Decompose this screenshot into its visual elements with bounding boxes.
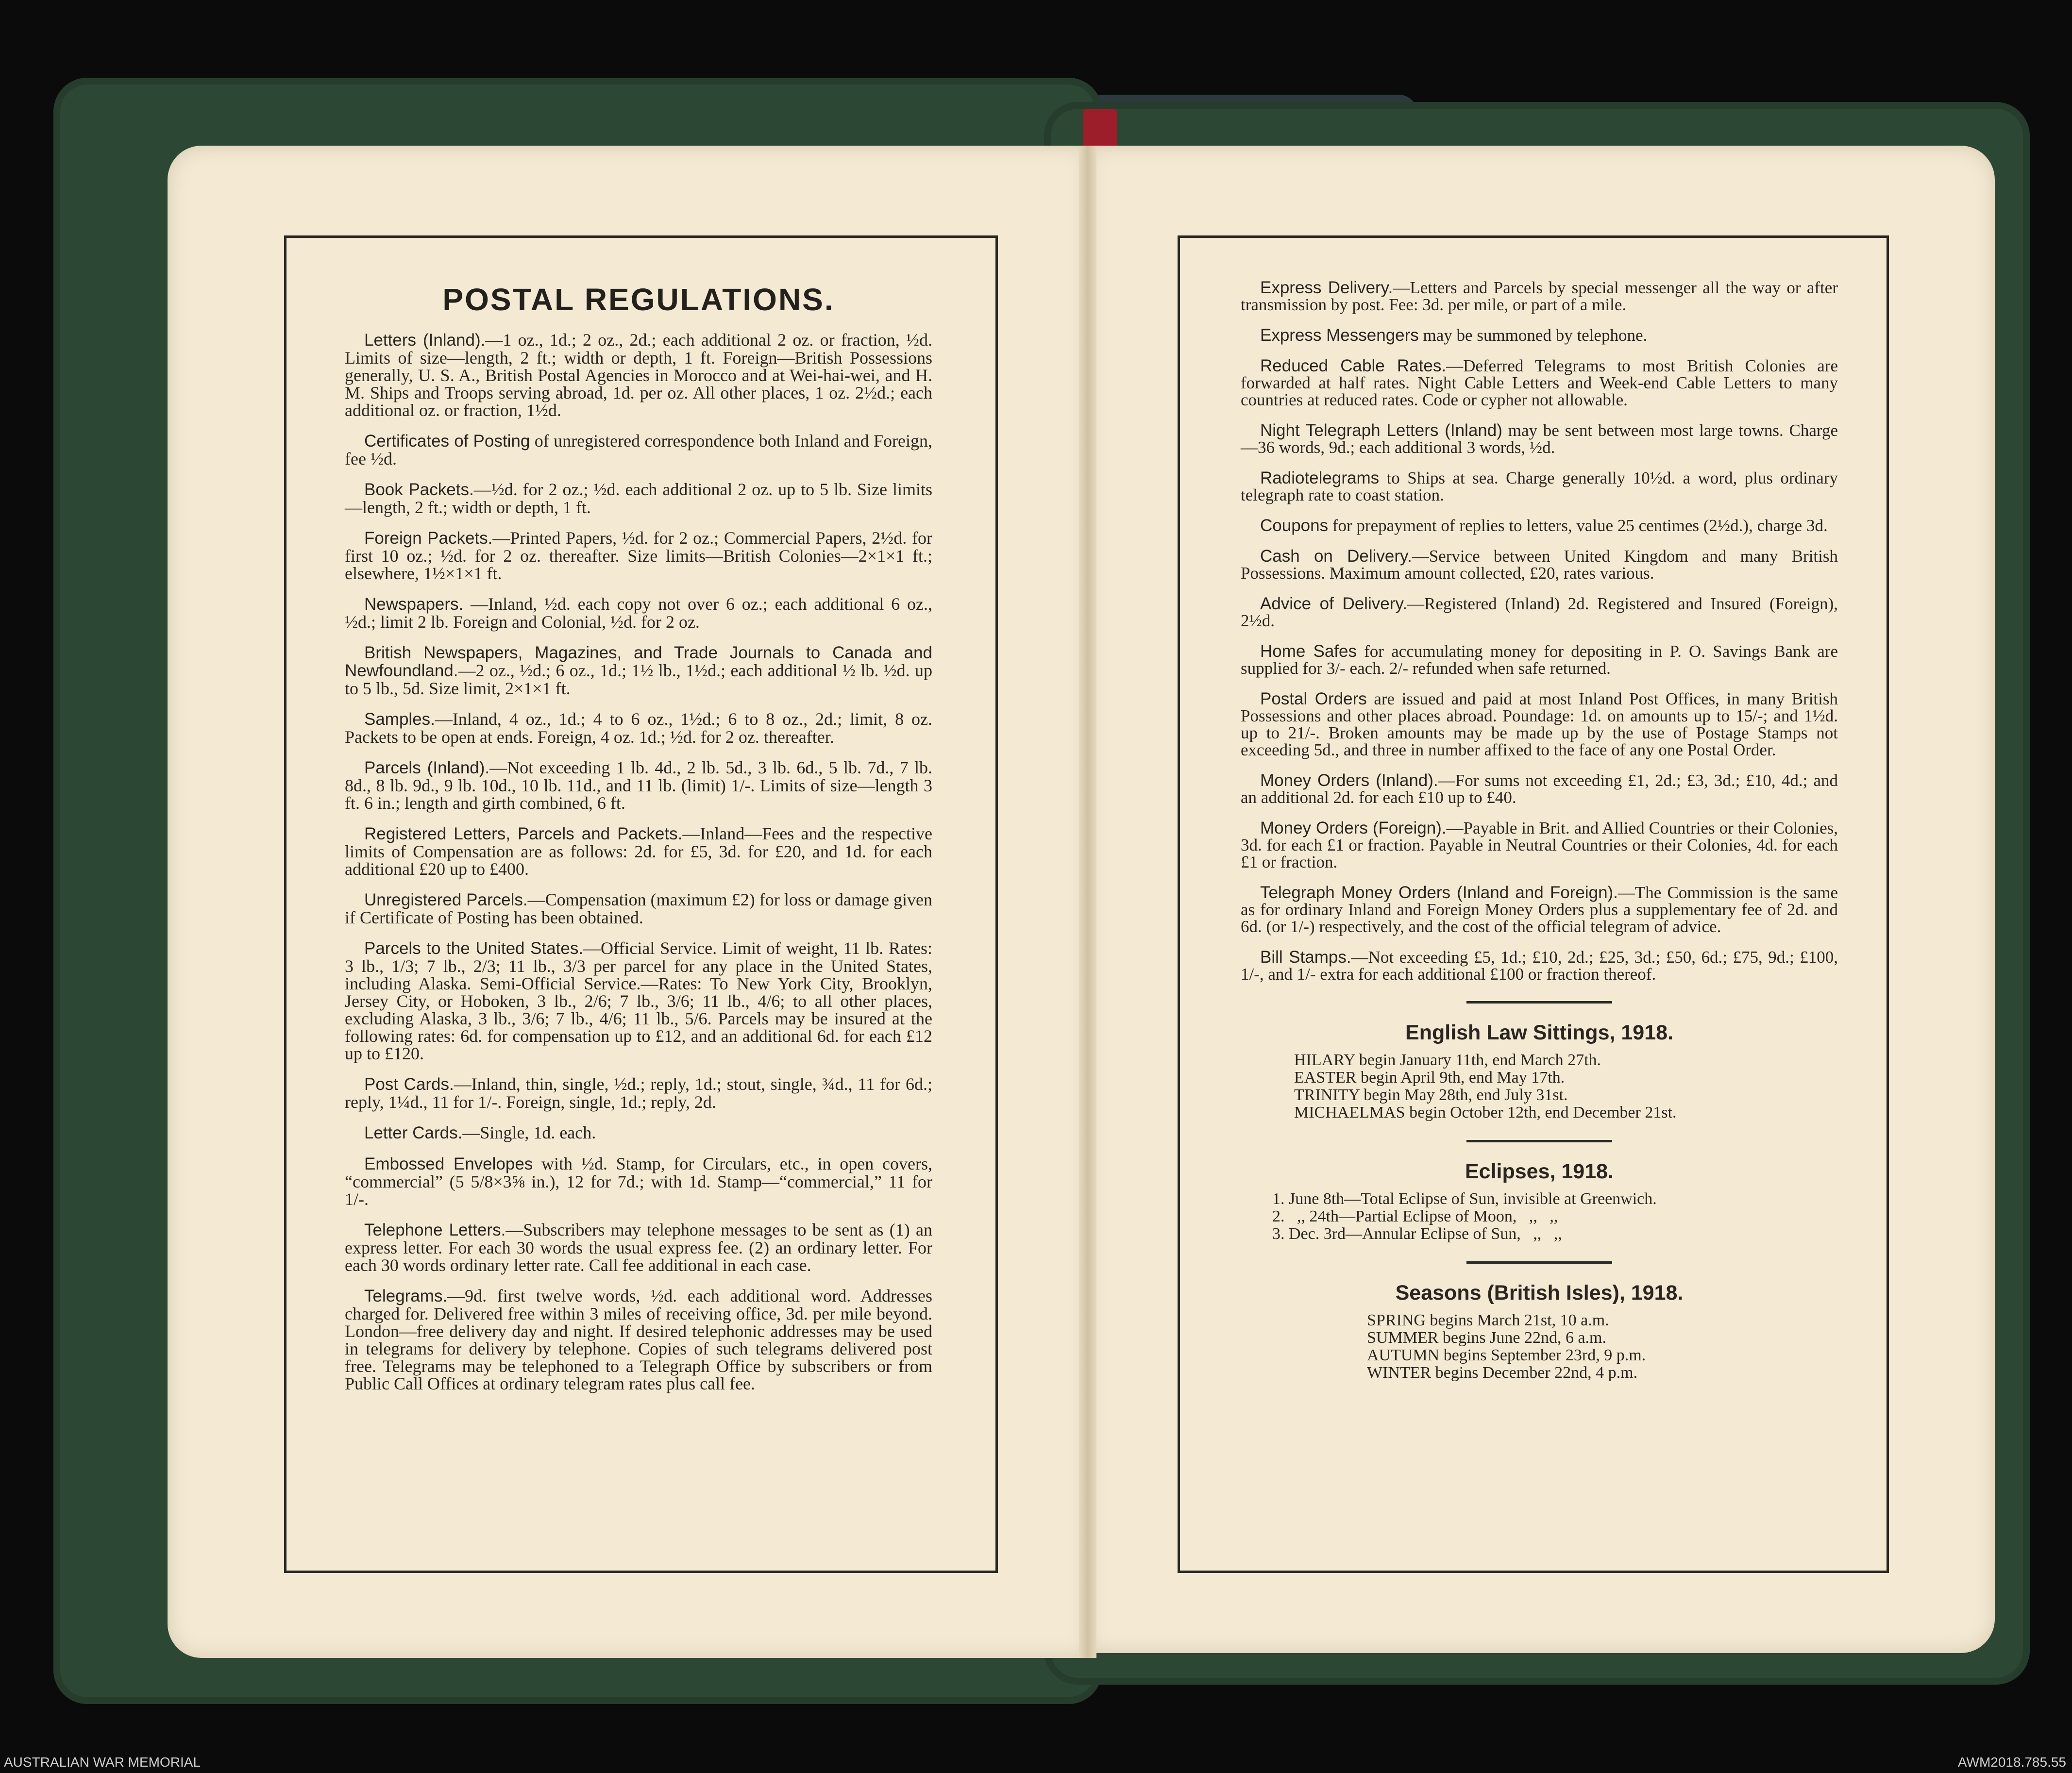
regulation-heading: Parcels to the United States. [364, 939, 584, 958]
law-sitting-line: MICHAELMAS begin October 12th, end December 21st. [1294, 1104, 1677, 1121]
regulation-text: —1 oz., 1d.; 2 oz., 2d.; each additional 2 oz. or fraction, ½d. Limits of size—length, 2 ft.; width or depth, 1 ft. Foreign—British Possessions generally, U. S. A., British Postal Agencies in Morocco and at Wei-hai-wei, and H. M. Ships and Troops serving abroad, 1d. per oz. All other places, 1 oz. 2½d.; each additional oz. or fraction, 1½d. [345, 330, 932, 420]
regulation-entry [1241, 595, 1838, 629]
regulation-entry [1241, 327, 1838, 344]
regulation-text: —Single, 1d. each. [462, 1123, 596, 1142]
postal-services-list [1241, 279, 1838, 983]
season-line: SUMMER begins June 22nd, 6 a.m. [1367, 1329, 1606, 1347]
season-line: SPRING begins March 21st, 10 a.m. [1367, 1311, 1609, 1329]
regulation-entry [345, 1221, 932, 1274]
regulation-heading: Post Cards. [364, 1075, 454, 1094]
regulation-text: —Service between United Kingdom and many British Possessions. Maximum amount collected, £20, rates various. [1241, 547, 1838, 583]
regulation-heading: Telephone Letters. [364, 1221, 506, 1239]
regulation-entry [345, 595, 932, 631]
regulation-heading: Home Safes [1260, 642, 1357, 661]
regulation-text: to Ships at sea. Charge generally 10½d. a word, plus ordinary telegraph rate to coast station. [1241, 468, 1838, 504]
regulation-heading: Postal Orders [1260, 689, 1367, 708]
regulation-entry [1241, 884, 1838, 935]
regulation-text: for accumulating money for depositing in P. O. Savings Bank are supplied for 3/- each. 2/- refunded when safe returned. [1241, 642, 1838, 678]
regulation-entry [345, 644, 932, 697]
regulation-text: —Inland, ½d. each copy not over 6 oz.; each additional 6 oz., ½d.; limit 2 lb. Foreign and Colonial, ½d. for 2 oz. [345, 594, 932, 632]
regulation-heading: Money Orders (Inland). [1260, 771, 1438, 790]
regulation-heading: Telegraph Money Orders (Inland and Foreign). [1260, 883, 1618, 902]
regulation-text: —Deferred Telegrams to most British Colonies are forwarded at half rates. Night Cable Letters and Week-end Cable Letters to many countries at reduced rates. Code or cypher not allowable. [1241, 356, 1838, 409]
regulation-entry [345, 481, 932, 516]
regulation-heading: Book Packets. [364, 480, 474, 499]
regulation-text: for prepayment of replies to letters, value 25 centimes (2½d.), charge 3d. [1328, 516, 1828, 535]
regulation-heading: Certificates of Posting [364, 432, 530, 451]
regulation-entry [1241, 643, 1838, 677]
regulation-heading: Reduced Cable Rates. [1260, 356, 1447, 375]
eclipse-line: 3. Dec. 3rd—Annular Eclipse of Sun, ,, ,, [1272, 1225, 1562, 1243]
regulation-text: —Inland, 4 oz., 1d.; 4 to 6 oz., 1½d.; 6 to 8 oz., 2d.; limit, 8 oz. Packets to be open at ends. Foreign, 4 oz. 1d.; ½d. for 2 oz. thereafter. [345, 709, 932, 747]
regulation-entry [1241, 422, 1838, 456]
regulation-text: —Subscribers may telephone messages to be sent as (1) an express letter. For each 30 words the usual express fee. (2) an ordinary letter. For each 30 words ordinary letter rate. Call fee additional in each case. [345, 1220, 933, 1275]
regulation-text: —For sums not exceeding £1, 2d.; £3, 3d.; £10, 4d.; and an additional 2d. for each £10 up to £40. [1241, 771, 1838, 807]
regulation-heading: Letters (Inland). [364, 331, 486, 350]
regulation-heading: Coupons [1260, 516, 1329, 535]
regulation-text: may be sent between most large towns. Charge—36 words, 9d.; each additional 3 words, ½d. [1241, 421, 1838, 457]
regulation-heading: Letter Cards. [364, 1123, 463, 1142]
archive-reference: AWM2018.785.55 [1957, 1755, 2066, 1770]
eclipse-line: 2. ,, 24th—Partial Eclipse of Moon, ,, ,, [1272, 1207, 1558, 1225]
regulation-text: —Printed Papers, ½d. for 2 oz.; Commercial Papers, 2½d. for first 10 oz.; ½d. for 2 oz. thereafter. Size limits—British Colonies—2×1×1 ft.; elsewhere, 1½×1×1 ft. [345, 528, 932, 583]
regulation-text: —Not exceeding 1 lb. 4d., 2 lb. 5d., 3 lb. 6d., 5 lb. 7d., 7 lb. 8d., 8 lb. 9d., 9 lb. 10d., 10 lb. 11d., and 11 lb. (limit) 1/-. Limits of size—length 3 ft. 6 in.; length and girth combined, 6 ft. [345, 758, 932, 813]
law-sitting-line: HILARY begin January 11th, end March 27th. [1294, 1051, 1601, 1069]
archive-credit: AUSTRALIAN WAR MEMORIAL [4, 1755, 201, 1770]
regulation-text: —2 oz., ½d.; 6 oz., 1d.; 1½ lb., 1½d.; each additional ½ lb. ½d. up to 5 lb., 5d. Size limit, 2×1×1 ft. [345, 661, 932, 698]
regulation-entry [1241, 279, 1838, 313]
regulation-entry [345, 529, 932, 582]
regulation-text: —Compensation (maximum £2) for loss or damage given if Certificate of Posting has been obtained. [345, 890, 932, 927]
regulation-heading: Express Messengers [1260, 326, 1419, 345]
regulation-entry [1241, 357, 1838, 408]
divider [1466, 1001, 1612, 1004]
regulation-text: —9d. first twelve words, ½d. each additional word. Addresses charged for. Delivered free within 3 miles of receiving office, 3d. per mile beyond. London—free delivery day and night. If desired telephonic addresses may be used in telegrams for delivery by telephone. Copies of such telegrams delivered post free. Telegrams may be telephoned to a Telegraph Office by subscribers or from Public Call Offices at ordinary telegram rates plus call fee. [345, 1286, 932, 1393]
regulation-heading: Unregistered Parcels. [364, 890, 528, 909]
law-sitting-line: EASTER begin April 9th, end May 17th. [1294, 1069, 1565, 1087]
regulation-heading: Money Orders (Foreign). [1260, 819, 1447, 837]
regulation-heading: Night Telegraph Letters (Inland) [1260, 421, 1502, 440]
regulation-text: —Inland, thin, single, ½d.; reply, 1d.; stout, single, ¾d., 11 for 6d.; reply, 1¼d., 11 for 1/-. Foreign, single, 1d.; reply, 2d. [345, 1074, 932, 1112]
regulation-heading: Radiotelegrams [1260, 468, 1380, 487]
regulation-entry [1241, 548, 1838, 582]
postal-regulations-frame [284, 235, 998, 1573]
page-title: POSTAL REGULATIONS. [442, 282, 835, 317]
regulation-heading: Newspapers. [364, 595, 464, 614]
regulation-heading: Embossed Envelopes [364, 1154, 533, 1173]
regulation-entry [345, 939, 932, 1062]
regulation-text: —Registered (Inland) 2d. Registered and Insured (Foreign), 2½d. [1241, 594, 1838, 630]
regulation-text: —Letters and Parcels by special messenger all the way or after transmission by post. Fee: 3d. per mile, or part of a mile. [1241, 278, 1838, 314]
regulation-text: —Not exceeding £5, 1d.; £10, 2d.; £25, 3d.; £50, 6d.; £75, 9d.; £100, 1/-, and 1/- extra for each additional £100 or fraction thereof. [1241, 948, 1838, 984]
divider [1466, 1261, 1612, 1264]
season-line: WINTER begins December 22nd, 4 p.m. [1367, 1364, 1638, 1382]
regulation-entry [1241, 820, 1838, 870]
regulation-text: —Payable in Brit. and Allied Countries or their Colonies, 3d. for each £1 or fraction. Payable in Neutral Countries or their Colonies, 4d. for each £1 or fraction. [1241, 819, 1838, 871]
regulation-entry [345, 331, 932, 419]
regulation-heading: British Newspapers, Magazines, and Trade Journals to Canada and Newfoundland. [345, 643, 932, 680]
postal-regulations-list [345, 331, 932, 1392]
regulation-heading: Samples. [364, 710, 435, 729]
law-sitting-line: TRINITY begin May 28th, end July 31st. [1294, 1086, 1568, 1104]
eclipses-section [1241, 1160, 1838, 1243]
book-gutter [1079, 146, 1096, 1658]
eclipses-title: Eclipses, 1918. [1465, 1160, 1614, 1183]
regulation-text: —The Commission is the same as for ordinary Inland and Foreign Money Orders plus a supplementary fee of 2d. and 6d. (or 1/-) respectively, and the cost of the official telegram of advice. [1241, 883, 1838, 936]
regulation-entry [1241, 949, 1838, 983]
regulation-heading: Advice of Delivery. [1260, 594, 1407, 613]
regulation-entry [345, 1287, 932, 1392]
regulation-heading: Parcels (Inland). [364, 758, 490, 777]
regulation-text: —½d. for 2 oz.; ½d. each additional 2 oz. up to 5 lb. Size limits—length, 2 ft.; width or depth, 1 ft. [345, 480, 932, 517]
regulation-text: with ½d. Stamp, for Circulars, etc., in open covers, “commercial” (5 5/8×3⅝ in.), 12 for 7d.; with 1d. Stamp—“commercial,” 11 for 1/-. [345, 1154, 932, 1209]
law-sittings-section [1241, 1021, 1838, 1121]
regulation-text: may be summoned by telephone. [1418, 326, 1648, 345]
regulation-entry [345, 759, 932, 812]
law-sittings-title: English Law Sittings, 1918. [1405, 1021, 1673, 1044]
regulation-entry [345, 1075, 932, 1111]
regulation-entry [345, 891, 932, 926]
regulation-entry [345, 1124, 932, 1142]
regulation-text: of unregistered correspondence both Inland and Foreign, fee ½d. [345, 431, 932, 468]
regulation-heading: Bill Stamps. [1260, 948, 1351, 967]
regulation-text: are issued and paid at most Inland Post Offices, in many British Possessions and other places abroad. Poundage: 1d. on amounts up to 15/-; and 1½d. up to 21/-. Broken amounts may be made up by the use of Postage Stamps not exceeding 5d., and three in number affixed to the face of any one Postal Order. [1241, 689, 1838, 759]
seasons-title: Seasons (British Isles), 1918. [1395, 1281, 1684, 1305]
eclipse-line: 1. June 8th—Total Eclipse of Sun, invisible at Greenwich. [1272, 1190, 1657, 1208]
regulation-entry [345, 825, 932, 878]
regulation-entry [345, 1155, 932, 1208]
regulation-heading: Registered Letters, Parcels and Packets. [364, 824, 683, 843]
divider [1466, 1140, 1612, 1142]
regulation-entry [345, 432, 932, 468]
postal-services-frame [1178, 235, 1889, 1573]
seasons-section [1241, 1281, 1838, 1382]
regulation-heading: Foreign Packets. [364, 529, 493, 548]
regulation-text: —Inland—Fees and the respective limits of Compensation are as follows: 2d. for £5, 3d. for £20, and 1d. for each additional £20 up to £400. [345, 824, 932, 879]
regulation-entry [1241, 772, 1838, 806]
regulation-heading: Express Delivery. [1260, 278, 1393, 297]
regulation-heading: Cash on Delivery. [1260, 547, 1412, 566]
season-line: AUTUMN begins September 23rd, 9 p.m. [1367, 1346, 1646, 1364]
regulation-entry [345, 710, 932, 746]
regulation-entry [1241, 517, 1838, 534]
regulation-heading: Telegrams. [364, 1287, 448, 1305]
regulation-entry [1241, 469, 1838, 503]
regulation-entry [1241, 690, 1838, 758]
regulation-text: —Official Service. Limit of weight, 11 lb. Rates: 3 lb., 1/3; 7 lb., 2/3; 11 lb., 3/3 per parcel for any place in the United States, including Alaska. Semi-Official Service.—Rates: To New York City, Brooklyn, Jersey City, or Hoboken, 3 lb., 2/6; 7 lb., 3/6; 11 lb., 4/6; to all other places, excluding Alaska, 3 lb., 3/6; 7 lb., 4/6; 11 lb., 5/6. Parcels may be insured at the following rates: 6d. for compensation up to £12, and an additional 6d. for each £12 up to £120. [345, 938, 932, 1063]
